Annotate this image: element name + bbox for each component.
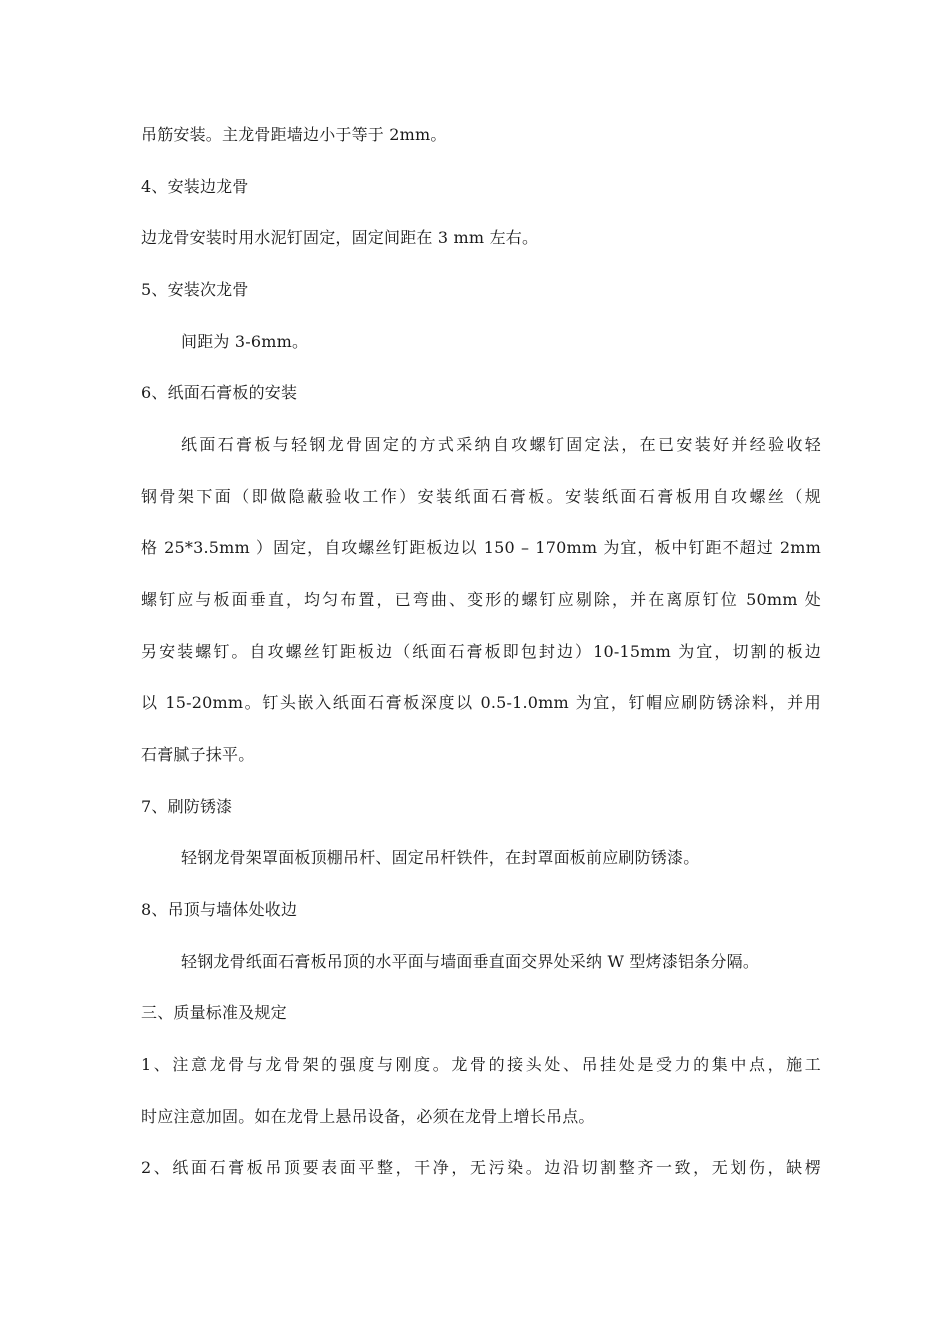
text-line: 螺钉应与板面垂直，均匀布置，已弯曲、变形的螺钉应剔除，并在离原钉位 50mm 处 xyxy=(141,590,821,609)
section-heading: 5、安装次龙骨 xyxy=(141,280,249,299)
text-line: 轻钢龙骨纸面石膏板吊顶的水平面与墙面垂直面交界处采纳 W 型烤漆铝条分隔。 xyxy=(181,952,760,971)
text-line: 石膏腻子抹平。 xyxy=(141,745,255,764)
text-line: 边龙骨安装时用水泥钉固定，固定间距在 3 mm 左右。 xyxy=(141,228,539,247)
section-heading: 4、安装边龙骨 xyxy=(141,177,249,196)
section-heading: 8、吊顶与墙体处收边 xyxy=(141,900,298,919)
text-line: 2、纸面石膏板吊顶要表面平整，干净，无污染。边沿切割整齐一致，无划伤，缺楞 xyxy=(141,1158,821,1177)
section-heading: 三、质量标准及规定 xyxy=(141,1003,287,1022)
text-line: 钢骨架下面（即做隐蔽验收工作）安装纸面石膏板。安装纸面石膏板用自攻螺丝（规 xyxy=(141,487,821,506)
text-line: 纸面石膏板与轻钢龙骨固定的方式采纳自攻螺钉固定法，在已安装好并经验收轻 xyxy=(181,435,821,454)
text-line: 1、注意龙骨与龙骨架的强度与刚度。龙骨的接头处、吊挂处是受力的集中点，施工 xyxy=(141,1055,821,1074)
text-line: 吊筋安装。主龙骨距墙边小于等于 2mm。 xyxy=(141,125,447,144)
text-line: 间距为 3-6mm。 xyxy=(181,332,309,351)
text-line: 以 15-20mm。钉头嵌入纸面石膏板深度以 0.5-1.0mm 为宜，钉帽应刷防锈涂料，并用 xyxy=(141,693,821,712)
text-line: 另安装螺钉。自攻螺丝钉距板边（纸面石膏板即包封边）10-15mm 为宜，切割的板边 xyxy=(141,642,821,661)
section-heading: 7、刷防锈漆 xyxy=(141,797,233,816)
text-line: 轻钢龙骨架罩面板顶棚吊杆、固定吊杆铁件，在封罩面板前应刷防锈漆。 xyxy=(181,848,700,867)
text-line: 格 25*3.5mm ）固定，自攻螺丝钉距板边以 150 – 170mm 为宜，板中钉距不超过 2mm xyxy=(141,538,821,557)
text-line: 时应注意加固。如在龙骨上悬吊设备，必须在龙骨上增长吊点。 xyxy=(141,1107,595,1126)
section-heading: 6、纸面石膏板的安装 xyxy=(141,383,298,402)
